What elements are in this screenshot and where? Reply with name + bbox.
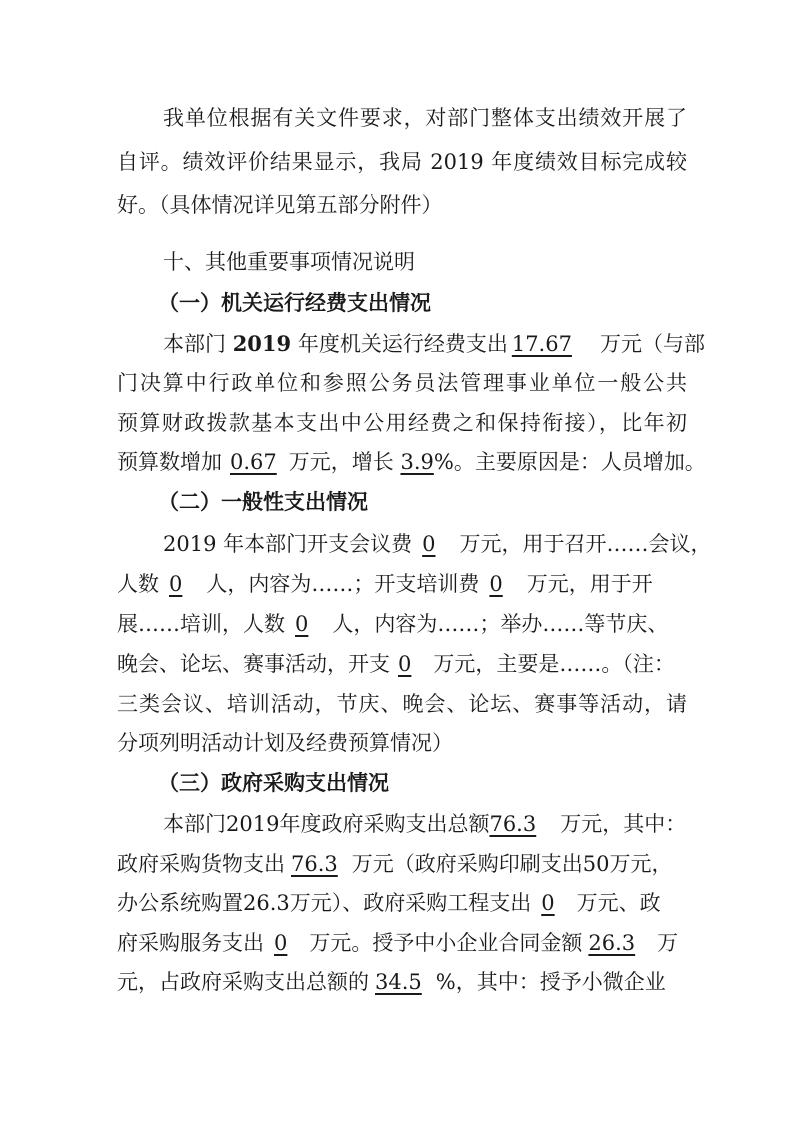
s2-training-fee: 0 [489,572,503,596]
s3-sme-percent: 34.5 [375,970,422,994]
s3-line-1: 本部门2019年度政府采购支出总额76.3 万元，其中： [163,812,687,836]
s1-line-2: 门决算中行政单位和参照公务员法管理事业单位一般公共 [117,371,687,395]
s2-line-6: 分项列明活动计划及经费预算情况） [117,731,453,755]
s3-heading: （三）政府采购支出情况 [158,770,389,795]
s1-growth: 3.9 [400,450,434,474]
s1-line-4: 预算数增加 0.67 万元，增长 3.9%。主要原因是：人员增加。 [117,450,706,474]
s2-meeting-count: 0 [169,572,183,596]
s1-line-3: 预算财政拨款基本支出中公用经费之和保持衔接），比年初 [117,411,687,435]
s3-total: 76.3 [489,812,537,836]
s3-line-2: 政府采购货物支出 76.3 万元（政府采购印刷支出50万元， [117,852,673,876]
s2-line-4: 晚会、论坛、赛事活动，开支 0 万元，主要是……。（注： [117,652,675,676]
p1-line-3: 好。（具体情况详见第五部分附件） [117,193,443,217]
s3-services: 0 [274,931,288,955]
s2-line-5: 三类会议、培训活动，节庆、晚会、论坛、赛事等活动，请 [117,692,687,716]
p1-line-2: 自评。绩效评价结果显示，我局 2019 年度绩效目标完成较 [117,150,687,174]
s3-line-4: 府采购服务支出 0 万元。授予中小企业合同金额 26.3 万 [117,931,679,955]
p1-line-1: 我单位根据有关文件要求，对部门整体支出绩效开展了 [163,106,687,130]
s1-increase: 0.67 [230,450,277,474]
s2-meeting-fee: 0 [422,532,436,556]
s2-event-fee: 0 [398,652,412,676]
s2-line-1: 2019 年本部门开支会议费 0 万元，用于召开……会议， [163,532,712,556]
s1-amount: 17.67 [511,332,572,356]
s3-line-3: 办公系统购置26.3万元）、政府采购工程支出 0 万元、政 [117,891,661,915]
s3-goods: 76.3 [291,852,338,876]
s2-line-3: 展……培训，人数 0 人，内容为……；举办……等节庆、 [117,612,669,636]
section-10-heading: 十、其他重要事项情况说明 [163,250,415,274]
s3-line-5: 元，占政府采购支出总额的 34.5 %，其中：授予小微企业 [117,970,666,994]
s2-heading: （二）一般性支出情况 [158,489,368,514]
s2-line-2: 人数 0 人，内容为……；开支培训费 0 万元，用于开 [117,572,653,596]
s2-training-count: 0 [295,612,309,636]
s3-works: 0 [541,891,555,915]
s3-sme-amount: 26.3 [588,931,636,955]
s1-heading: （一）机关运行经费支出情况 [158,290,431,315]
s1-line-1: 本部门 2019 年度机关运行经费支出 17.67 万元（与部 [163,331,705,356]
